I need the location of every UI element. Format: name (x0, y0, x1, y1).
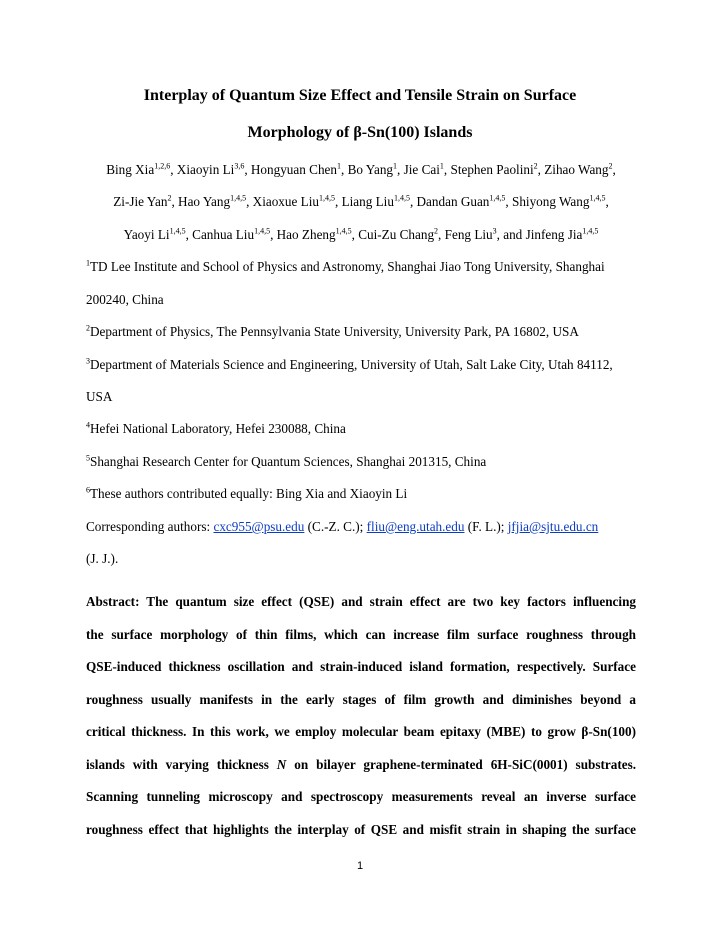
author-affiliation-marker: 3,6 (234, 161, 245, 171)
author-affiliation-marker: 1 (439, 161, 444, 171)
author-name: Hao Zheng (276, 227, 336, 242)
author-name: Jie Cai (403, 162, 440, 177)
affiliation-text: TD Lee Institute and School of Physics and Astronomy, Shanghai Jiao Tong University, Shanghai (90, 259, 605, 274)
affiliation-1 (86, 258, 636, 276)
author-affiliation-marker: 1 (336, 161, 341, 171)
author-name: Feng Liu (444, 227, 493, 242)
author-separator: , (340, 162, 348, 177)
affiliation-2 (86, 323, 636, 341)
email-link-jia[interactable]: jfjia@sjtu.edu.cn (507, 519, 599, 534)
author-affiliation-marker: 2 (434, 226, 439, 236)
author-name: Dandan Guan (416, 194, 490, 209)
abstract-line: Scanning tunneling microscopy and spectroscopy measurements reveal an inverse surface (86, 789, 636, 804)
author-name: Zihao Wang (544, 162, 609, 177)
author-line-2 (86, 193, 636, 211)
author-separator: , (443, 162, 451, 177)
author-separator: , (438, 227, 445, 242)
affiliation-text: Shanghai Research Center for Quantum Sciences, Shanghai 201315, China (90, 454, 487, 469)
author-name: Yaoyi Li (123, 227, 170, 242)
author-separator: , (537, 162, 545, 177)
author-affiliation-marker: 1,4,5 (254, 226, 271, 236)
affiliation-marker: 5 (86, 453, 90, 463)
author-name: Canhua Liu (192, 227, 255, 242)
corresponding-note: (F. L.); (464, 519, 508, 534)
email-link-liu[interactable]: fliu@eng.utah.edu (366, 519, 465, 534)
author-name: Liang Liu (341, 194, 394, 209)
author-name: Hao Yang (178, 194, 231, 209)
author-affiliation-marker: 2 (608, 161, 613, 171)
corresponding-label: Corresponding authors: (86, 519, 214, 534)
abstract-line: roughness usually manifests in the early stages of film growth and diminishes beyond a (86, 691, 636, 707)
abstract-line: Abstract: The quantum size effect (QSE) and strain effect are two key factors influencing (86, 594, 636, 609)
abstract-variable: N (276, 756, 287, 772)
author-affiliation-marker: 2 (533, 161, 538, 171)
author-name: Xiaoxue Liu (252, 194, 319, 209)
author-name: Jinfeng Jia (525, 227, 583, 242)
author-affiliation-marker: 1,4,5 (489, 193, 506, 203)
author-name: Xiaoyin Li (176, 162, 235, 177)
author-name: Zi-Jie Yan (113, 194, 168, 209)
affiliation-marker: 1 (86, 258, 90, 268)
affiliation-text: These authors contributed equally: Bing Xia and Xiaoyin Li (90, 486, 408, 501)
paper-title-line-1: Interplay of Quantum Size Effect and Tensile Strain on Surface (143, 87, 577, 104)
author-line-3 (86, 226, 636, 244)
affiliation-marker: 6 (86, 485, 90, 495)
author-separator: , (351, 227, 359, 242)
author-separator: , (612, 162, 616, 177)
author-separator: , (270, 227, 277, 242)
author-affiliation-marker: 1 (393, 161, 398, 171)
author-name: Bing Xia (106, 162, 155, 177)
page-number: 1 (356, 860, 364, 872)
author-line-1 (86, 161, 636, 179)
author-name: Stephen Paolini (450, 162, 534, 177)
author-separator: , (170, 162, 177, 177)
corresponding-note: (C.-Z. C.); (304, 519, 367, 534)
author-separator: , and (496, 227, 526, 242)
author-separator: , (409, 194, 417, 209)
paper-title-line-2: Morphology of β-Sn(100) Islands (247, 124, 473, 141)
author-affiliation-marker: 3 (492, 226, 497, 236)
affiliation-3-continued: USA (86, 389, 113, 404)
abstract-line (86, 749, 636, 782)
author-separator: , (605, 194, 609, 209)
affiliation-6 (86, 485, 636, 503)
corresponding-authors (86, 518, 636, 536)
affiliation-text: Department of Materials Science and Engineering, University of Utah, Salt Lake City, Utah 84112, (90, 357, 613, 372)
author-affiliation-marker: 1,2,6 (154, 161, 171, 171)
author-affiliation-marker: 1,4,5 (582, 226, 599, 236)
author-separator: , (397, 162, 404, 177)
author-separator: , (334, 194, 342, 209)
affiliation-text: Department of Physics, The Pennsylvania State University, University Park, PA 16802, USA (90, 324, 579, 339)
affiliation-1-continued: 200240, China (86, 292, 164, 307)
author-separator: , (185, 227, 193, 242)
affiliation-marker: 3 (86, 356, 90, 366)
affiliation-5 (86, 453, 636, 471)
author-name: Hongyuan Chen (250, 162, 337, 177)
abstract-text: on bilayer graphene-terminated 6H-SiC(0001) substrates. (286, 756, 636, 772)
author-name: Shiyong Wang (512, 194, 590, 209)
affiliation-text: Hefei National Laboratory, Hefei 230088, China (90, 421, 346, 436)
author-name: Bo Yang (347, 162, 394, 177)
abstract-line: critical thickness. In this work, we employ molecular beam epitaxy (MBE) to grow β-Sn(100) (86, 724, 636, 739)
abstract-line: roughness effect that highlights the interplay of QSE and misfit strain in shaping the surface (86, 821, 636, 837)
author-affiliation-marker: 1,4,5 (230, 193, 247, 203)
author-affiliation-marker: 1,4,5 (393, 193, 410, 203)
email-link-chang[interactable]: cxc955@psu.edu (213, 519, 305, 534)
author-affiliation-marker: 2 (167, 193, 172, 203)
abstract-line: QSE-induced thickness oscillation and strain-induced island formation, respectively. Surface (86, 659, 636, 674)
affiliation-4 (86, 420, 636, 438)
author-separator: , (171, 194, 179, 209)
author-name: Cui-Zu Chang (358, 227, 435, 242)
affiliation-3 (86, 356, 636, 374)
affiliation-marker: 2 (86, 323, 90, 333)
author-separator: , (246, 194, 253, 209)
abstract (86, 586, 636, 846)
corresponding-authors-continued: (J. J.). (86, 551, 119, 566)
author-affiliation-marker: 1,4,5 (589, 193, 606, 203)
author-separator: , (244, 162, 251, 177)
author-affiliation-marker: 1,4,5 (169, 226, 186, 236)
author-affiliation-marker: 1,4,5 (335, 226, 352, 236)
abstract-text: islands with varying thickness (86, 756, 277, 772)
author-affiliation-marker: 1,4,5 (318, 193, 335, 203)
abstract-line: the surface morphology of thin films, which can increase film surface roughness through (86, 626, 636, 642)
affiliation-marker: 4 (86, 420, 90, 430)
author-separator: , (505, 194, 512, 209)
